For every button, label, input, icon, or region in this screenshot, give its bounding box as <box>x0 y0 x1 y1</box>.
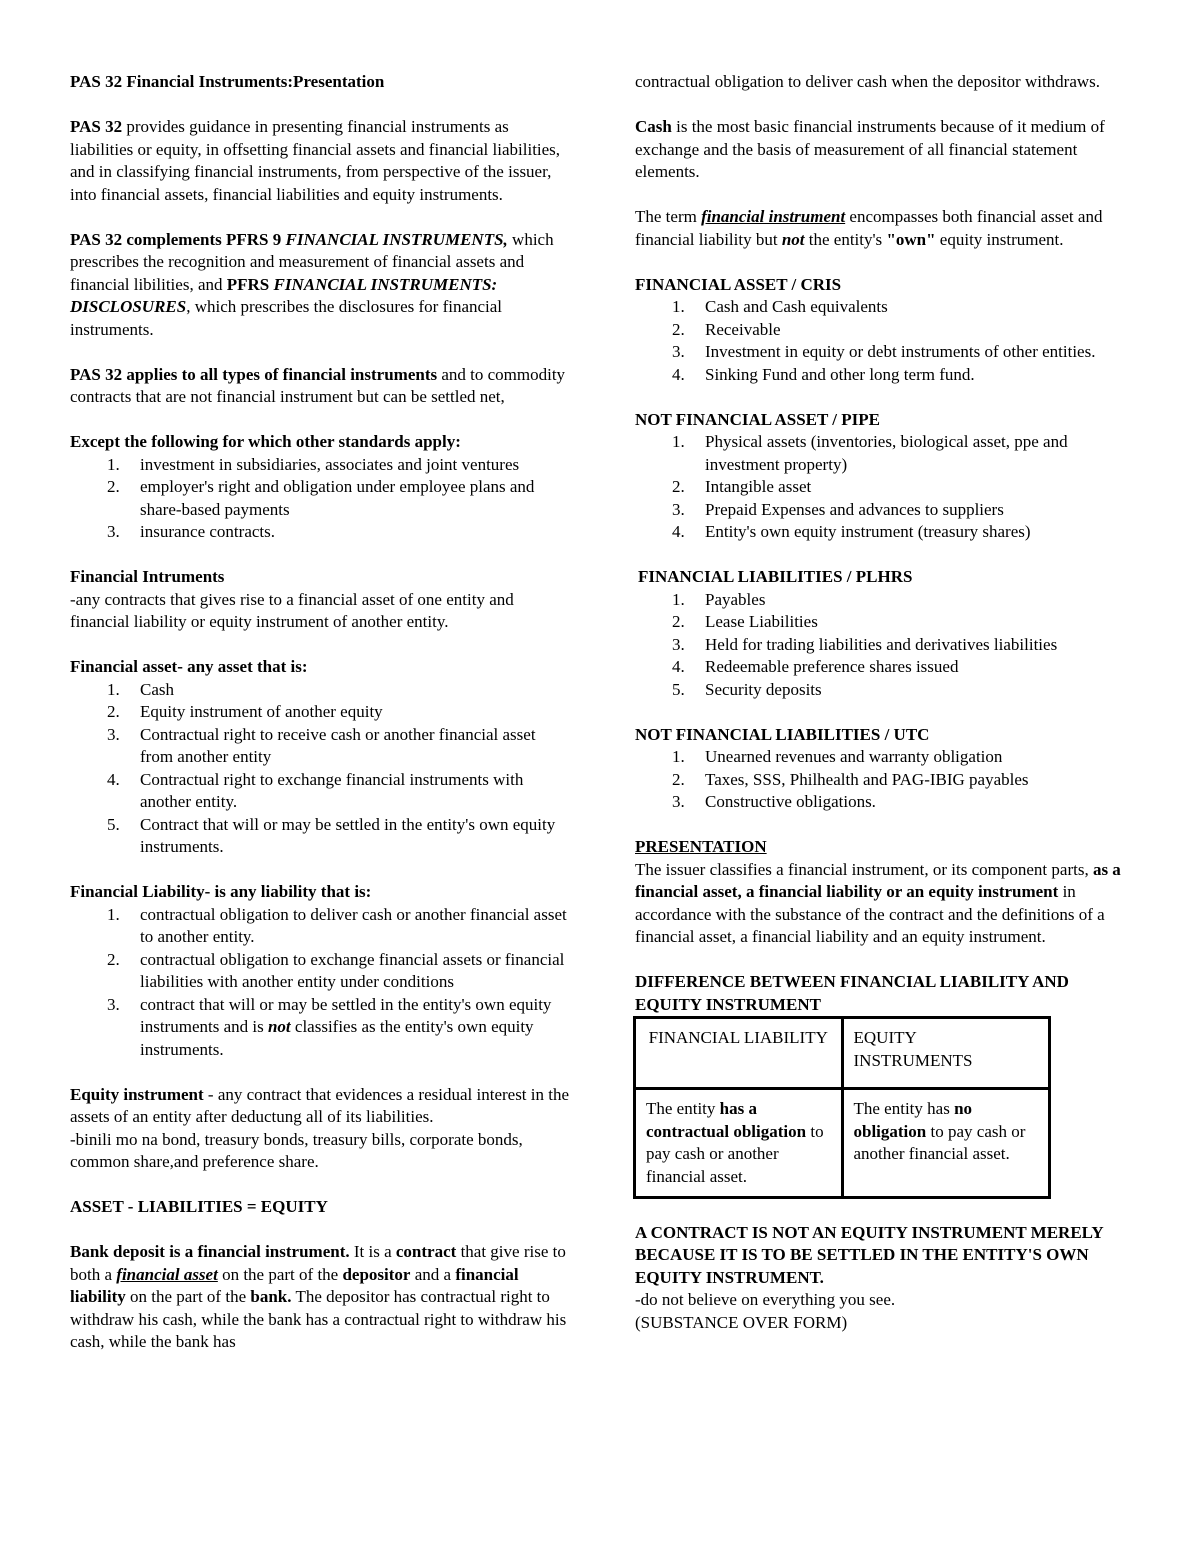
final-line-1: -do not believe on everything you see. <box>635 1290 896 1309</box>
difference-heading: DIFFERENCE BETWEEN FINANCIAL LIABILITY AND EQUITY INSTRUMENT <box>635 972 1069 1014</box>
list-item: 3. Contractual right to receive cash or another financial asset from another entity <box>107 724 536 766</box>
equity-bold: Equity instrument <box>70 1084 204 1104</box>
plhrs-heading: FINANCIAL LIABILITIES / PLHRS <box>638 567 913 586</box>
cris-heading: FINANCIAL ASSET / CRIS <box>635 274 842 294</box>
cris-list <box>635 296 1130 386</box>
table-row <box>635 1089 1050 1198</box>
list-item: 2. Equity instrument of another equity <box>107 702 383 721</box>
intro-paragraph <box>70 116 570 206</box>
list-item: 2. contractual obligation to exchange financial assets or financial liabilities with another entity under conditions <box>107 949 565 991</box>
list-item: 3. insurance contracts. <box>107 522 275 541</box>
comparison-table <box>633 1016 1051 1199</box>
comp-bi2: FINANCIAL INSTRUMENTS: DISCLOSURES <box>70 274 498 316</box>
presentation-heading: PRESENTATION <box>635 837 767 856</box>
complements-paragraph <box>70 229 570 342</box>
list-item: 4. Redeemable preference shares issued <box>672 657 959 676</box>
list-item: 1. investment in subsidiaries, associates and joint ventures <box>107 454 520 474</box>
applies-text: and to commodity contracts that are not financial instrument but can be settled net, <box>70 364 566 406</box>
left-column <box>70 71 570 1354</box>
list-item: 5. Security deposits <box>672 679 822 699</box>
document-title: PAS 32 Financial Instruments:Presentation <box>70 72 385 91</box>
fl-heading: Financial Liability- is any liability that is: <box>70 882 372 901</box>
cash-paragraph: Cash is the most basic financial instruments because of it medium of exchange and the basis of measurement of all financial statement elements. <box>635 117 1105 181</box>
list-item: 3. Prepaid Expenses and advances to suppliers <box>672 499 1004 519</box>
list-item: 3. Investment in equity or debt instruments of other entities. <box>672 342 1096 361</box>
right-column <box>635 71 1130 1334</box>
table-cell-liability: The entity has a contractual obligation to pay cash or another financial asset. <box>635 1089 843 1198</box>
equity-paragraph <box>70 1084 570 1129</box>
table-cell-equity: The entity has no obligation to pay cash or another financial asset. <box>842 1089 1050 1198</box>
list-item: 1. contractual obligation to deliver cash or another financial asset to another entity. <box>107 904 567 946</box>
list-item: 3. Held for trading liabilities and derivatives liabilities <box>672 634 1058 654</box>
list-item: 1. Physical assets (inventories, biological asset, ppe and investment property) <box>672 432 1068 474</box>
list-item: 4. Contractual right to exchange financial instruments with another entity. <box>107 769 524 811</box>
comp-bold1: PAS 32 complements PFRS 9 <box>70 229 286 249</box>
except-list <box>70 454 570 544</box>
comp-bold2: PFRS <box>226 274 274 294</box>
table-header-equity-instruments: EQUITY INSTRUMENTS <box>842 1018 1050 1089</box>
utc-heading: NOT FINANCIAL LIABILITIES / UTC <box>635 724 930 744</box>
list-item: 2. Receivable <box>672 319 781 339</box>
pipe-list <box>635 431 1130 544</box>
final-heading: A CONTRACT IS NOT AN EQUITY INSTRUMENT MERELY BECAUSE IT IS TO BE SETTLED IN THE ENTITY'S OWN EQUITY INSTRUMENT. <box>635 1222 1104 1287</box>
equity-examples: -binili mo na bond, treasury bonds, treasury bills, corporate bonds, common share,and preference share. <box>70 1129 523 1171</box>
financial-liability-list <box>70 904 570 1062</box>
list-item: 2. employer's right and obligation under employee plans and share-based payments <box>107 477 535 519</box>
term-paragraph: The term financial instrument encompasses both financial asset and financial liability but not the entity's "own" equity instrument. <box>635 207 1103 249</box>
list-item: 1. Cash and Cash equivalents <box>672 297 888 316</box>
plhrs-list <box>635 589 1130 702</box>
list-item: 3. contract that will or may be settled in the entity's own equity instruments and is not classifies as the entity's own equity instruments. <box>107 994 552 1059</box>
list-item: 5. Contract that will or may be settled in the entity's own equity instruments. <box>107 814 556 856</box>
list-item: 2. Intangible asset <box>672 477 812 496</box>
presentation-paragraph: The issuer classifies a financial instrument, or its component parts, as a financial asset, a financial liability or an equity instrument in accordance with the substance of the contract and the definitions of a financial asset, a financial liability and an equity instrument. <box>635 859 1121 946</box>
fi-text: -any contracts that gives rise to a financial asset of one entity and financial liability or equity instrument of another entity. <box>70 589 514 631</box>
except-heading: Except the following for which other standards apply: <box>70 432 461 451</box>
pipe-heading: NOT FINANCIAL ASSET / PIPE <box>635 409 880 429</box>
list-item: 4. Sinking Fund and other long term fund. <box>672 364 975 384</box>
list-item: 2. Taxes, SSS, Philhealth and PAG-IBIG payables <box>672 769 1029 789</box>
fa-heading: Financial asset- any asset that is: <box>70 657 308 676</box>
intro-text: provides guidance in presenting financial instruments as liabilities or equity, in offsetting financial assets and financial liabilities, and in classifying financial instruments, from perspective of the issuer, into financial assets, financial liabilities and equity instruments. <box>70 117 561 204</box>
bank-paragraph: Bank deposit is a financial instrument. It is a contract that give rise to both a financial asset on the part of the depositor and a financial liability on the part of the bank. The depositor has contractual right to withdraw his cash, while the bank has a contractual right to withdraw his cash, while the bank has <box>70 1242 567 1351</box>
list-item: 1. Unearned revenues and warranty obligation <box>672 747 1003 766</box>
list-item: 2. Lease Liabilities <box>672 612 818 631</box>
financial-asset-list <box>70 679 570 859</box>
comp-text2: , which prescribes the disclosures for financial instruments. <box>70 297 503 339</box>
list-item: 1. Payables <box>672 589 766 609</box>
equity-text: - any contract that evidences a residual interest in the assets of an entity after deductung all of its liabilities. <box>70 1084 570 1126</box>
comp-text1: which prescribes the recognition and measurement of financial assets and financial libilities, and <box>70 229 554 294</box>
table-header-row <box>635 1018 1050 1089</box>
intro-bold: PAS 32 <box>70 117 123 136</box>
bank-continuation: contractual obligation to deliver cash when the depositor withdraws. <box>635 72 1101 91</box>
list-item: 3. Constructive obligations. <box>672 792 876 811</box>
applies-paragraph <box>70 364 570 409</box>
list-item: 4. Entity's own equity instrument (treasury shares) <box>672 522 1031 541</box>
fi-heading: Financial Intruments <box>70 567 225 586</box>
equation: ASSET - LIABILITIES = EQUITY <box>70 1197 328 1216</box>
applies-bold: PAS 32 applies to all types of financial instruments <box>70 364 438 384</box>
comp-bi1: FINANCIAL INSTRUMENTS, <box>285 229 508 249</box>
utc-list <box>635 746 1130 814</box>
list-item: 1. Cash <box>107 679 174 699</box>
final-line-2: (SUBSTANCE OVER FORM) <box>635 1312 848 1332</box>
table-header-financial-liability: FINANCIAL LIABILITY <box>635 1018 843 1089</box>
